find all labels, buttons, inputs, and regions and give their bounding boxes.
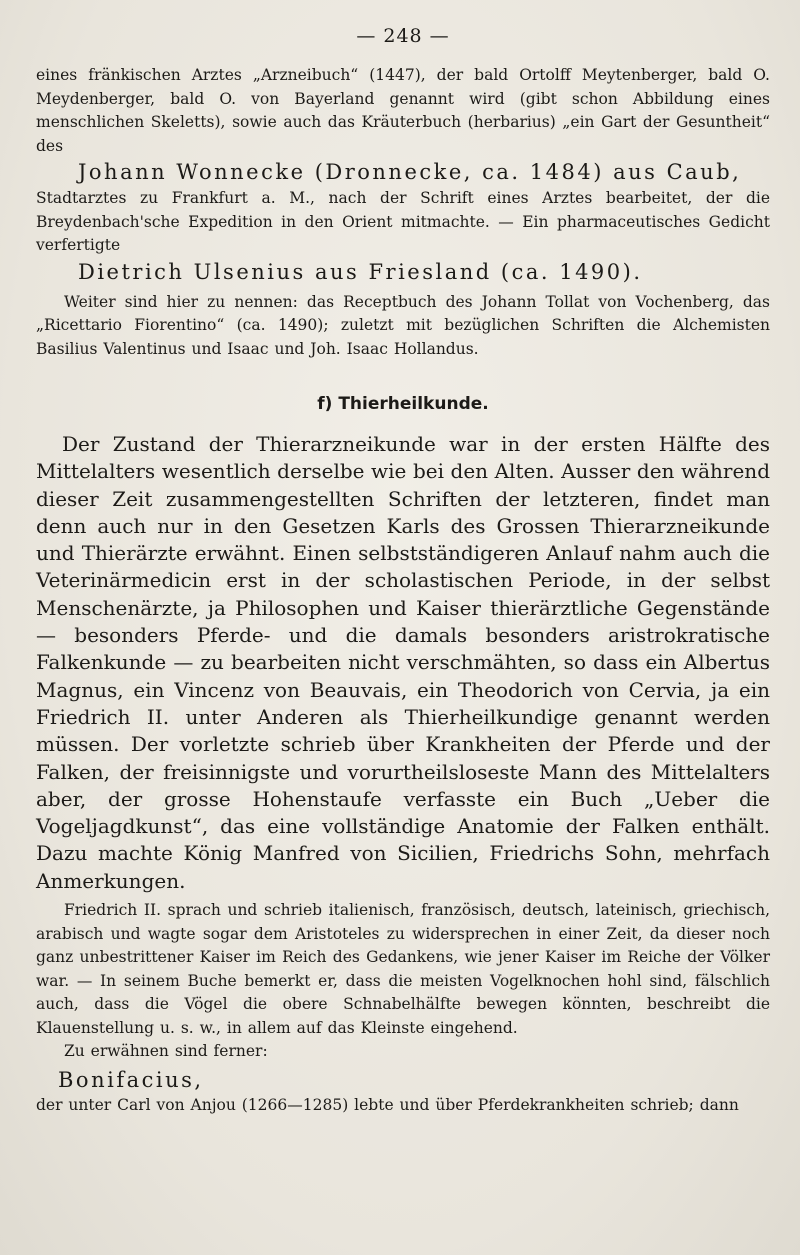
final-paragraph: der unter Carl von Anjou (1266—1285) lebte und über Pferdekrankheiten schrieb; dann [36,1095,739,1114]
note-paragraph: Friedrich II. sprach und schrieb italienisch, französisch, deutsch, lateinisch, griechisch, arabisch und wagte sogar dem Aristoteles zu widersprechen in einer Zeit, da dieser noch ganz unbestrittener Kaiser im Reich des Gedankens, wie jener Kaiser im Reiche der Völker war. — In seinem Buche bemerkt er, dass die meisten Vogelknochen hohl sind, fälschlich auch, dass die Vögel die obere Schnabelhälfte bewegen könnten, beschreibt die Klauenstellung u. s. w., in allem auf das Kleinste eingehend. [36,901,770,1037]
paragraph-stadtarzt: Stadtarztes zu Frankfurt a. M., nach der Schrift eines Arztes bearbeitet, der die Breydenbach'sche Expedition in den Orient mitmachte. — Ein pharmaceutisches Gedicht verfertigte [36,189,770,254]
name-heading-wonnecke: Johann Wonnecke (Dronnecke, ca. 1484) aus Caub, [78,160,742,184]
name-heading-bonifacius: Bonifacius, [58,1067,204,1092]
paragraph-arzneibuch: eines fränkischen Arztes „Arzneibuch“ (1447), der bald Ortolff Meytenberger, bald O. Meydenberger, bald O. von Bayerland genannt wird (gibt schon Abbildung eines menschlichen Skeletts), sowie auch das Kräuterbuch (herbarius) „ein Gart der Gesuntheit“ des [36,66,770,155]
paragraph-weiter: Weiter sind hier zu nennen: das Receptbuch des Johann Tollat von Vochenberg, das „Ricettario Fiorentino“ (ca. 1490); zuletzt mit bezüglichen Schriften die Alchemisten Basilius Valentinus und Isaac und Joh. Isaac Hollandus. [36,292,770,358]
page-number: — 248 — [356,25,450,47]
also-label: Zu erwähnen sind ferner: [64,1042,268,1061]
name-heading-ulsenius: Dietrich Ulsenius aus Friesland (ca. 1490). [78,259,643,284]
main-paragraph: Der Zustand der Thierarzneikunde war in der ersten Hälfte des Mittelalters wesentlich derselbe wie bei den Alten. Ausser den während dieser Zeit zusammengestellten Schriften der letzteren, findet man denn auch nur in den Gesetzen Karls des Grossen Thierarzneikunde und Thierärzte erwähnt. Einen selbstständigeren Anlauf nahm auch die Veterinärmedicin erst in der scholastischen Periode, in der selbst Menschenärzte, ja Philosophen und Kaiser thierärztliche Gegenstände — besonders Pferde- und die damals besonders aristrokratische Falkenkunde — zu bearbeiten nicht verschmähten, so dass ein Albertus Magnus, ein Vincenz von Beauvais, ein Theodorich von Cervia, ja ein Friedrich II. unter Anderen als Thierheilkundige genannt werden müssen. Der vorletzte schrieb über Krankheiten der Pferde und der Falken, der freisinnigste und vorurtheilsloseste Mann des Mittelalters aber, der grosse Hohenstaufe verfasste ein Buch „Ueber die Vogeljagdkunst“, das eine vollständige Anatomie der Falken enthält. Dazu machte König Manfred von Sicilien, Friedrichs Sohn, mehrfach Anmerkungen. [36,432,770,893]
section-heading: f) Thierheilkunde. [317,394,489,414]
